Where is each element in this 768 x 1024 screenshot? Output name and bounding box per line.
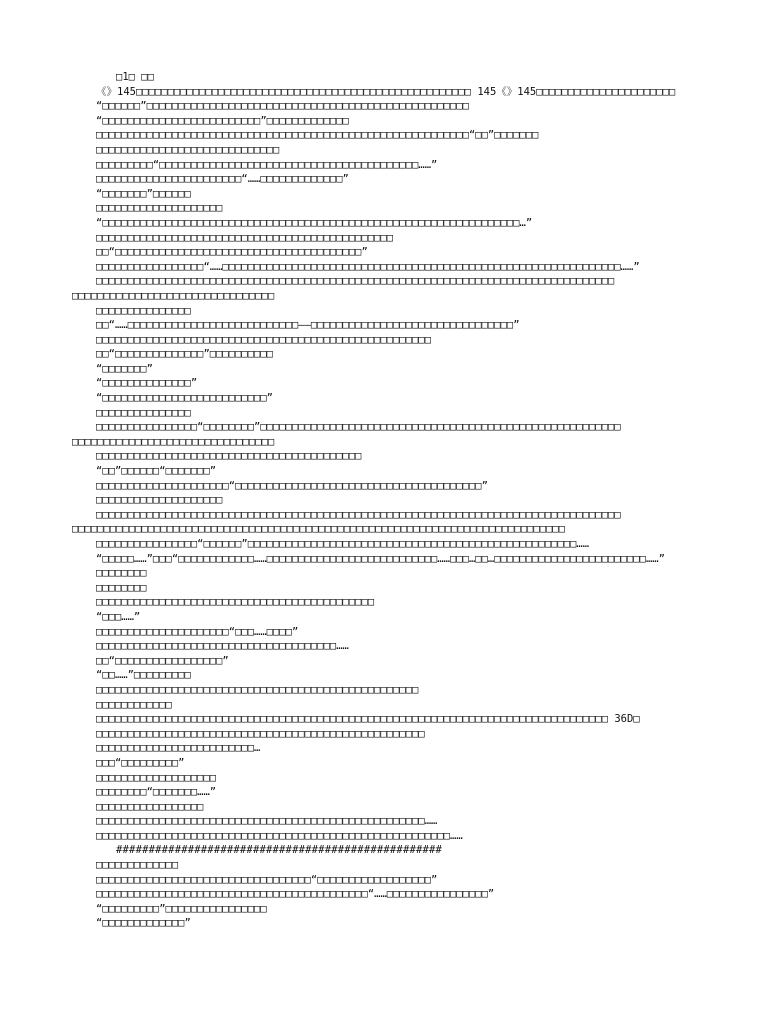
- text-line: □□□□□□□□□□□□□□□□□□□□□□□□□□□□□□□□□□□□□□□□□□□□□□□□□□□□□□□□……: [96, 829, 463, 842]
- text-line: □□□□□□□□□□□□□□□□□□□□□□□□□□□□□□□□□□□□□□□□□□□“……□□□□□□□□□□□□□□□□”: [96, 888, 495, 901]
- text-line: □□□□□□□□□□□□□□□□□□□□□□□□□…: [96, 742, 261, 755]
- text-line: □□“……□□□□□□□□□□□□□□□□□□□□□□□□□□□——□□□□□□□□□□□□□□□□□□□□□□□□□□□□□□□□”: [96, 319, 520, 332]
- text-line: □□□“□□□□□□□□□”: [96, 756, 185, 769]
- text-line: □□□□□□□□□□□□□□□□□“……□□□□□□□□□□□□□□□□□□□□□□□□□□□□□□□□□□□□□□□□□□□□□□□□□□□□□□□□□□□□□□□……”: [96, 260, 640, 273]
- text-line: “□□□……”: [96, 610, 141, 623]
- text-line: □□□□□□□□□□□□□□□□□□□□: [96, 202, 223, 215]
- text-line: □□□□□□□□□□□□□□□□□: [96, 800, 204, 813]
- text-line: □□□□□□□□□□□□□□□□“□□□□□□”□□□□□□□□□□□□□□□□□□□□□□□□□□□□□□□□□□□□□□□□□□□□□□□□□□□□……: [96, 538, 590, 550]
- text-line: □□□□□□□□□□□□□□□□□□□□□□□□□□□□□□□□: [72, 435, 275, 448]
- text-line: □□□□□□□□□□□□□□□□□□□□□□□□□□□□□□□□□□□□□□□□□□□□□□□□□□□□□□□□□□□□□□□□□□□□□□□□□□□□□□□□□□: [96, 275, 615, 288]
- text-line: “□□□□□□□□□□□□□□”: [96, 377, 198, 390]
- text-line: “□□□□□□□□□□□□□”: [96, 917, 191, 930]
- text-line: □□□□□□□□□□□□□□□: [96, 406, 191, 419]
- text-line: “□□□□□□□□□□□□□□□□□□□□□□□□□”□□□□□□□□□□□□□: [96, 114, 349, 127]
- text-line: 《》145□□□□□□□□□□□□□□□□□□□□□□□□□□□□□□□□□□□□□□□□□□□□□□□□□□□□□ 145《》145□□□□□□□□□□□□□□□□□□□□□□: [96, 85, 676, 98]
- text-line: □□□□□□□□□□□□□□□□□□□□□□□□□□□□□□□□□□□□□□□□□□□□□□□□□□□□: [96, 727, 425, 740]
- text-line: □□□□□□□□□□□□: [96, 698, 172, 711]
- text-line: □□□□□□□□□□□□□□□: [96, 304, 191, 317]
- text-line: “□□□□□……”□□□“□□□□□□□□□□□□……□□□□□□□□□□□□□□□□□□□□□□□□□□□……□□□…□□…□□□□□□□□□□□□□□□□□□□□□□□□……”: [96, 552, 665, 565]
- text-line: □□□□□□□□□□□□□□□□□□□□□□□□□□□□□□□□□□□□□□□□□□□□□□□□□□□□□□□□□□□□□□□□□□□□□□□□□□□□□□□□□ 36D□: [96, 713, 640, 726]
- text-line: □□□□□□□□: [96, 567, 147, 580]
- page-header: □1□ □□: [116, 71, 154, 83]
- text-line: □□□□□□□□□□□□□□□□□□□□□□□□□□□□□□□□□□□□□□……: [96, 640, 349, 653]
- text-line: □□□□□□□□□□□□□□□□□□□□□□□□□□□□□□□□□□□□□□□□□□: [96, 450, 362, 463]
- text-line: “□□□□□□□□□□□□□□□□□□□□□□□□□□□□□□□□□□□□□□□□□□□□□□□□□□□□□□□□□□□□□□□□□□…”: [96, 216, 533, 229]
- text-line: “□□□□□□□□□”□□□□□□□□□□□□□□□□: [96, 902, 267, 915]
- text-line: □□□□□□□□□□□□□□□□□□□□□□□“……□□□□□□□□□□□□□”: [96, 173, 349, 186]
- text-line: □□□□□□□□□□□□□□□□□□□□□“□□□□□□□□□□□□□□□□□□□□□□□□□□□□□□□□□□□□□□□”: [96, 479, 488, 492]
- text-line: □□□□□□□□□□□□□□□□□□□□□□□□□□□□□□□□□□□□□□□□□□□□□□□□□□□□□□□□□□□“□□”□□□□□□□: [96, 129, 539, 142]
- text-line: □□□□□□□□□□□□□□□□□□□□□□□□□□□□□□□□□□□□□□□□□□□□□□□: [96, 231, 394, 244]
- text-line: □□□□□□□□“□□□□□□□……”: [96, 786, 217, 799]
- text-line: □□□□□□□□□□□□□□□□□□□□□□□□□□□□□□□□□□□□□□□□□□□□□□□□□□□□□□□□□□□□□□□□□□□□□□□□□□□□□□□□□□□: [96, 508, 621, 521]
- text-line: □□□□□□□□□□□□□□□□□□□□□□□□□□□□□□□□□□□□□□□□□□□□□□□□□□□□□: [96, 333, 432, 346]
- text-line: “□□”□□□□□□“□□□□□□□”: [96, 465, 217, 478]
- text-line: □□□□□□□□□□□□□□□□□□□□□□□□□□□□□□□□□□“□□□□□□□□□□□□□□□□□□”: [96, 873, 438, 886]
- text-line: □□□□□□□□□□□□□□□□□□□□□□□□□□□□□□□□: [72, 289, 275, 302]
- text-line: □□“□□□□□□□□□□□□□□□□□”: [96, 654, 229, 667]
- text-line: □□□□□□□□□□□□□: [96, 859, 179, 872]
- text-line: □□□□□□□□□□□□□□□□□□□□□□□□□□□□□□□□□□□□□□□□□□□□□□□□□□□: [96, 683, 419, 696]
- text-line: □□□□□□□□□□□□□□□□□□□□□□□□□□□□□□□□□□□□□□□□□□□□: [96, 596, 375, 609]
- text-line: “□□□□□□□”□□□□□□: [96, 187, 191, 200]
- text-line: □□□□□□□□: [96, 581, 147, 594]
- text-line: “□□□□□□”□□□□□□□□□□□□□□□□□□□□□□□□□□□□□□□□□□□□□□□□□□□□□□□□□□□: [96, 100, 469, 113]
- text-line: □□□□□□□□□□□□□□□□□□□□□□□□□□□□□: [96, 143, 280, 156]
- text-line: □□□□□□□□□□□□□□□□□□□□□“□□□……□□□□”: [96, 625, 299, 638]
- text-line: □□□□□□□□□□□□□□□□“□□□□□□□□”□□□□□□□□□□□□□□□□□□□□□□□□□□□□□□□□□□□□□□□□□□□□□□□□□□□□□□□□□: [96, 421, 621, 434]
- text-line: □□“□□□□□□□□□□□□□□□□□□□□□□□□□□□□□□□□□□□□□□□”: [96, 246, 368, 259]
- text-line: □□□□□□□□□□□□□□□□□□□: [96, 771, 217, 784]
- text-line: “□□□□□□□”: [96, 362, 153, 375]
- text-line: □□□□□□□□□□□□□□□□□□□□□□□□□□□□□□□□□□□□□□□□□□□□□□□□□□□□□□□□□□□□□□□□□□□□□□□□□□□□□□: [72, 523, 566, 536]
- text-line: □□□□□□□□□□□□□□□□□□□□□□□□□□□□□□□□□□□□□□□□□□□□□□□□□□□□……: [96, 815, 438, 828]
- text-line: □□□□□□□□□□□□□□□□□□□□: [96, 494, 223, 507]
- document-body: [72, 70, 712, 931]
- text-line: □□□□□□□□□“□□□□□□□□□□□□□□□□□□□□□□□□□□□□□□□□□□□□□□□□□……”: [96, 158, 438, 171]
- text-line: □□“□□□□□□□□□□□□□□”□□□□□□□□□□: [96, 348, 274, 361]
- section-divider: ##################################################: [116, 844, 443, 857]
- text-line: “□□□□□□□□□□□□□□□□□□□□□□□□□□”: [96, 392, 274, 405]
- text-line: “□□……”□□□□□□□□□: [96, 669, 191, 682]
